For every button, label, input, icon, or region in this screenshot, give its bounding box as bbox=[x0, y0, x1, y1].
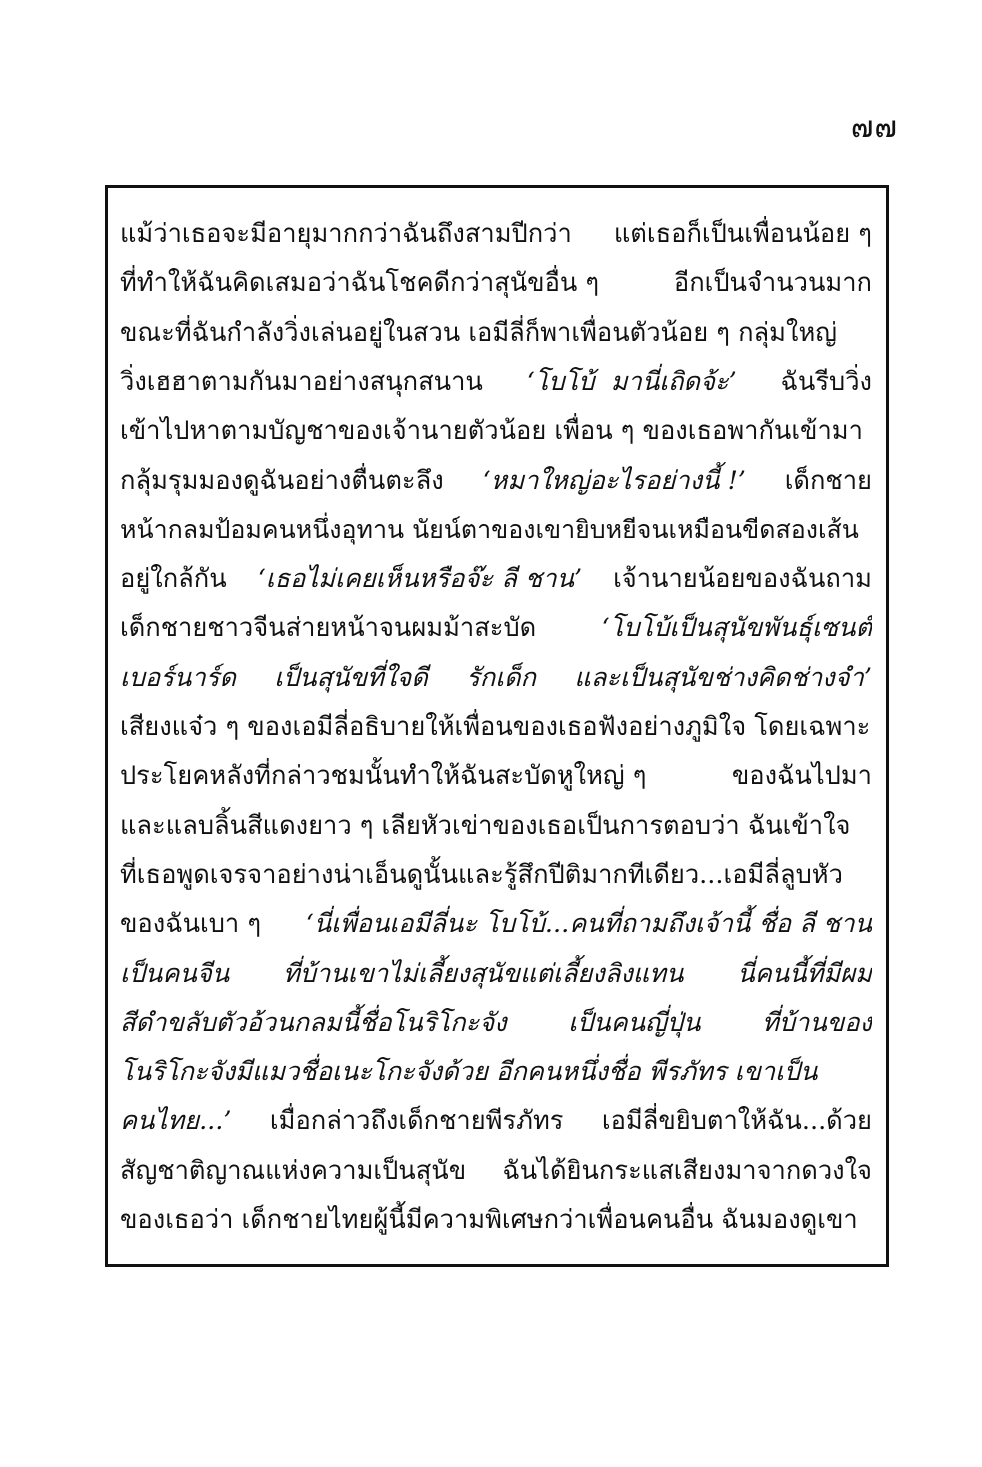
quoted-speech: เป็นสุนัขที่ใจดี bbox=[274, 662, 428, 693]
text-line bbox=[120, 508, 872, 552]
quoted-speech: รักเด็ก bbox=[466, 662, 536, 693]
text-line bbox=[120, 606, 872, 650]
text-line bbox=[120, 212, 872, 256]
text-segment: และแลบลิ้นสีแดงยาว ๆ เลียหัวเข่าของเธอเป็นการตอบว่า ฉันเข้าใจ bbox=[120, 810, 851, 841]
text-segment: ที่เธอพูดเจรจาอย่างน่าเอ็นดูนั้นและรู้สึกปีติมากทีเดียว...เอมีลี่ลูบหัว bbox=[120, 859, 843, 890]
text-line bbox=[120, 557, 872, 601]
text-line bbox=[120, 754, 872, 798]
quoted-speech: โนริโกะจังมีแมวชื่อเนะโกะจังด้วย อีกคนหนึ่งชื่อ พีรภัทร เขาเป็น bbox=[120, 1057, 818, 1088]
quoted-speech: ที่บ้านของ bbox=[762, 1007, 872, 1038]
text-line bbox=[120, 853, 872, 897]
quoted-speech: ที่บ้านเขาไม่เลี้ยงสุนัขแต่เลี้ยงลิงแทน bbox=[282, 958, 684, 989]
quoted-speech: สีดำขลับตัวอ้วนกลมนี้ชื่อโนริโกะจัง bbox=[120, 1007, 507, 1038]
text-line bbox=[120, 1050, 872, 1094]
text-line bbox=[120, 804, 872, 848]
text-segment: ฉันได้ยินกระแสเสียงมาจากดวงใจ bbox=[502, 1155, 872, 1186]
text-line bbox=[120, 360, 872, 404]
text-segment: อีกเป็นจำนวนมาก bbox=[673, 268, 872, 299]
quoted-speech: ‘เธอไม่เคยเห็นหรือจ๊ะ ลี ชาน’ bbox=[257, 564, 583, 595]
text-segment: เมื่อกล่าวถึงเด็กชายพีรภัทร bbox=[269, 1106, 564, 1137]
text-segment: เจ้านายน้อยของฉันถาม bbox=[613, 564, 872, 595]
quoted-speech: ‘โบโบ้ มานี่เถิดจ้ะ’ bbox=[526, 366, 737, 397]
text-segment: เด็กชาย bbox=[784, 465, 872, 496]
text-segment: เสียงแจ๋ว ๆ ของเอมีลี่อธิบายให้เพื่อนของเธอฟังอย่างภูมิใจ โดยเฉพาะ bbox=[120, 712, 871, 742]
quoted-speech: ‘หมาใหญ่อะไรอย่างนี้ !’ bbox=[482, 465, 746, 496]
text-line bbox=[120, 1099, 872, 1143]
quoted-speech: เป็นคนจีน bbox=[120, 958, 230, 989]
quoted-speech: ‘โบโบ้เป็นสุนัขพันธุ์เซนต์ bbox=[601, 613, 872, 644]
text-segment: กลุ้มรุมมองดูฉันอย่างตื่นตะลึง bbox=[120, 465, 444, 496]
text-segment: ประโยคหลังที่กล่าวชมนั้นทำให้ฉันสะบัดหูใหญ่ ๆ bbox=[120, 761, 647, 792]
text-line bbox=[120, 311, 872, 355]
text-segment: สัญชาติญาณแห่งความเป็นสุนัข bbox=[120, 1155, 467, 1186]
text-line bbox=[120, 705, 872, 749]
text-segment: เด็กชายชาวจีนส่ายหน้าจนผมม้าสะบัด bbox=[120, 613, 537, 644]
text-line bbox=[120, 952, 872, 996]
quoted-speech: เบอร์นาร์ด bbox=[120, 662, 236, 693]
text-segment: แม้ว่าเธอจะมีอายุมากกว่าฉันถึงสามปีกว่า bbox=[120, 219, 572, 249]
text-line bbox=[120, 1198, 872, 1242]
text-line bbox=[120, 902, 872, 946]
text-line bbox=[120, 1149, 872, 1193]
text-segment: หน้ากลมป้อมคนหนึ่งอุทาน นัยน์ตาของเขายิบหยีจนเหมือนขีดสองเส้น bbox=[120, 514, 859, 544]
text-segment: ของฉันไปมา bbox=[731, 761, 872, 792]
text-segment: เอมีลี่ขยิบตาให้ฉัน...ด้วย bbox=[601, 1106, 872, 1137]
text-segment: ฉันรีบวิ่ง bbox=[780, 366, 872, 397]
quoted-speech: คนไทย...’ bbox=[120, 1106, 232, 1137]
text-segment: อยู่ใกล้กัน bbox=[120, 564, 227, 595]
text-line bbox=[120, 409, 872, 453]
page-number: ๗๗ bbox=[850, 110, 898, 145]
quoted-speech: และเป็นสุนัขช่างคิดช่างจำ’ bbox=[574, 662, 872, 693]
text-line bbox=[120, 459, 872, 503]
text-line bbox=[120, 261, 872, 305]
text-segment: ที่ทำให้ฉันคิดเสมอว่าฉันโชคดีกว่าสุนัขอื่น ๆ bbox=[120, 268, 600, 299]
text-segment: เข้าไปหาตามบัญชาของเจ้านายตัวน้อย เพื่อน ๆ ของเธอพากันเข้ามา bbox=[120, 416, 863, 447]
quoted-speech: นี่คนนี้ที่มีผม bbox=[737, 958, 872, 989]
text-segment: ของเธอว่า เด็กชายไทยผู้นี้มีความพิเศษกว่าเพื่อนคนอื่น ฉันมองดูเขา bbox=[120, 1205, 858, 1235]
quoted-speech: ‘นี่เพื่อนเอมีลี่นะ โบโบ้...คนที่ถามถึงเจ้านี้ ชื่อ ลี ชาน bbox=[305, 909, 872, 940]
text-line bbox=[120, 656, 872, 700]
text-segment: ขณะที่ฉันกำลังวิ่งเล่นอยู่ในสวน เอมีลี่ก็พาเพื่อนตัวน้อย ๆ กลุ่มใหญ่ bbox=[120, 317, 837, 348]
text-segment: แต่เธอก็เป็นเพื่อนน้อย ๆ bbox=[613, 219, 872, 249]
text-segment: วิ่งเฮฮาตามกันมาอย่างสนุกสนาน bbox=[120, 366, 483, 397]
quoted-speech: เป็นคนญี่ปุ่น bbox=[568, 1007, 701, 1038]
text-segment: ของฉันเบา ๆ bbox=[120, 909, 262, 940]
text-line bbox=[120, 1001, 872, 1045]
